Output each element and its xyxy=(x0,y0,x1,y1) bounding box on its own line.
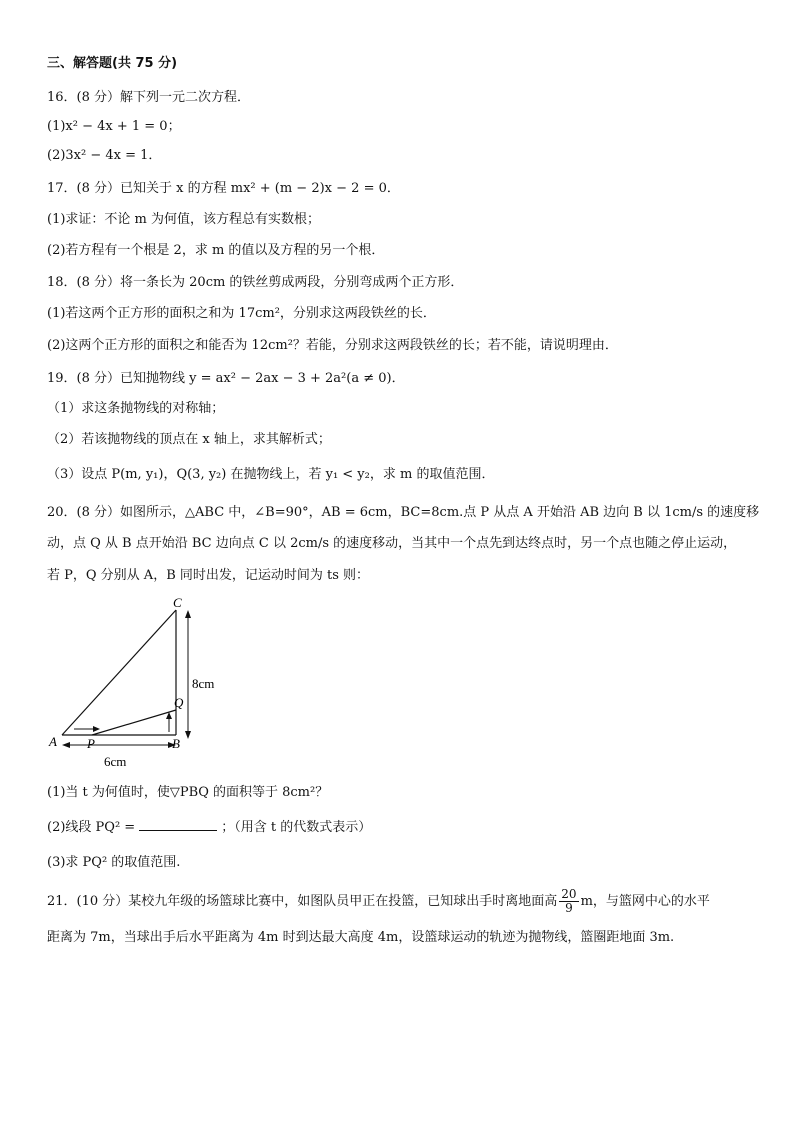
q17-stem: 17．(8 分）已知关于 x 的方程 mx² + (m − 2)x − 2 = 0． xyxy=(47,181,400,196)
q18-stem: 18．(8 分）将一条长为 20cm 的铁丝剪成两段，分别弯成两个正方形． xyxy=(47,275,464,290)
q21-line1 xyxy=(47,888,764,916)
label-q: Q xyxy=(174,695,184,710)
q19-stem: 19．(8 分）已知抛物线 y = ax² − 2ax − 3 + 2a²(a ≠ 0)． xyxy=(47,371,405,386)
fraction-denominator: 9 xyxy=(565,901,573,915)
arrow-p-head xyxy=(93,726,100,732)
q21-line1-suffix: m，与篮网中心的水平 xyxy=(580,894,710,909)
label-p: P xyxy=(87,736,95,751)
q20-part2 xyxy=(47,818,764,838)
q19-part1: （1）求这条抛物线的对称轴； xyxy=(47,401,225,416)
q17-part2: (2)若方程有一个根是 2，求 m 的值以及方程的另一个根． xyxy=(47,243,385,258)
q18-part1: (1)若这两个正方形的面积之和为 17cm²，分别求这两段铁丝的长． xyxy=(47,306,436,321)
label-b: B xyxy=(172,736,180,751)
q20-line1: 20．(8 分）如图所示，△ABC 中，∠B=90°，AB = 6cm，BC=8cm.点 P 从点 A 开始沿 AB 边向 B 以 1cm/s 的速度移 xyxy=(47,505,760,520)
section-title: 三、解答题(共 75 分) xyxy=(47,56,178,71)
q20-part2-suffix: ；（用含 t 的代数式表示） xyxy=(221,820,372,835)
q20-part1: (1)当 t 为何值时，使▽PBQ 的面积等于 8cm²？ xyxy=(47,785,329,800)
q20-part3: (3)求 PQ² 的取值范围. xyxy=(47,855,181,870)
segment-pq xyxy=(92,710,176,735)
label-c: C xyxy=(173,595,182,610)
q16-part2: (2)3x² − 4x = 1． xyxy=(47,148,162,163)
label-ab-length: 6cm xyxy=(104,754,127,769)
q16-stem: 16．(8 分）解下列一元二次方程． xyxy=(47,90,251,105)
height-fraction xyxy=(559,888,578,915)
q18-part2: (2)这两个正方形的面积之和能否为 12cm²？若能，分别求这两段铁丝的长；若不能，请说明理由． xyxy=(47,338,618,353)
dim-bc-arrow-bottom xyxy=(185,731,191,739)
q20-line2: 动，点 Q 从 B 点开始沿 BC 边向点 C 以 2cm/s 的速度移动，当其中一个点先到达终点时，另一个点也随之停止运动， xyxy=(47,536,737,551)
side-ac xyxy=(62,610,176,735)
triangle-figure xyxy=(40,592,240,772)
q16-part1: (1)x² − 4x + 1 = 0； xyxy=(47,119,181,134)
q17-part1: (1)求证：不论 m 为何值，该方程总有实数根； xyxy=(47,212,321,227)
label-a: A xyxy=(49,734,57,749)
q20-line3: 若 P，Q 分别从 A，B 同时出发，记运动时间为 ts 则： xyxy=(47,568,370,583)
q20-part2-prefix: (2)线段 PQ² = xyxy=(47,820,136,835)
dim-ab-arrow-left xyxy=(62,742,70,748)
q21-line2: 距离为 7m，当球出手后水平距离为 4m 时到达最大高度 4m，设篮球运动的轨迹为抛物线，篮圈距地面 3m. xyxy=(47,930,675,945)
fraction-numerator: 20 xyxy=(561,887,577,901)
dim-bc-arrow-top xyxy=(185,610,191,618)
answer-blank[interactable] xyxy=(139,818,217,831)
q19-part2: （2）若该抛物线的顶点在 x 轴上，求其解析式； xyxy=(47,432,331,447)
q19-part3: （3）设点 P(m, y₁)，Q(3, y₂) 在抛物线上，若 y₁ < y₂，求 m 的取值范围． xyxy=(47,467,495,482)
label-bc-length: 8cm xyxy=(192,676,215,691)
q21-line1-prefix: 21．(10 分）某校九年级的场篮球比赛中，如图队员甲正在投篮，已知球出手时离地面高 xyxy=(47,894,558,909)
